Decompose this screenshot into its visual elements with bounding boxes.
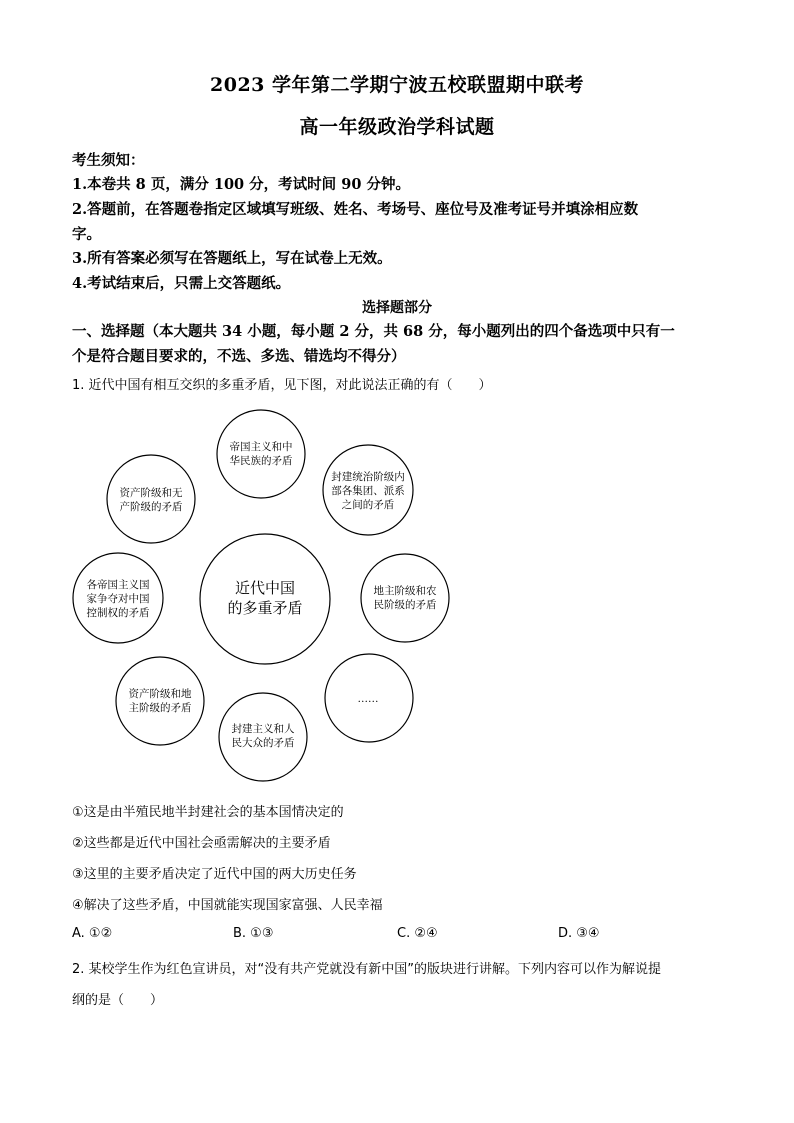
section-title: 选择题部分 [362, 300, 432, 316]
node-label: 华民族的矛盾 [229, 455, 293, 467]
node-label: 资产阶级和无 [119, 487, 183, 499]
center-label: 近代中国 [234, 579, 296, 597]
question1-stem: 1. 近代中国有相互交织的多重矛盾，见下图，对此说法正确的有（ ） [72, 378, 492, 393]
statement: ②这些都是近代中国社会亟需解决的主要矛盾 [72, 836, 331, 851]
node-label: 帝国主义和中 [229, 441, 293, 453]
question2-stem: 纲的是（ ） [72, 993, 164, 1008]
section-instruction: 一、选择题（本大题共 34 小题，每小题 2 分，共 68 分，每小题列出的四个备选项中只有一 [72, 323, 675, 340]
option-c: C. ②④ [397, 926, 438, 941]
node-label: 家争夺对中国 [86, 593, 150, 605]
notice-heading: 考生须知： [72, 152, 145, 169]
node-circle [107, 455, 195, 543]
node-circle [361, 554, 449, 642]
node-label: 民阶级的矛盾 [373, 599, 437, 611]
notice-item: 1.本卷共 8 页，满分 100 分，考试时间 90 分钟。 [72, 176, 410, 193]
node-circle [116, 657, 204, 745]
node-label: 资产阶级和地 [128, 688, 192, 700]
node-label: 产阶级的矛盾 [119, 501, 183, 513]
node-label: 封建主义和人 [231, 723, 295, 735]
contradictions-diagram [60, 400, 480, 790]
node-label: 封建统治阶级内 [331, 471, 405, 483]
notice-item: 2.答题前，在答题卷指定区域填写班级、姓名、考场号、座位号及准考证号并填涂相应数 [72, 201, 639, 218]
section-instruction: 个是符合题目要求的，不选、多选、错选均不得分） [72, 348, 406, 365]
node-label: 之间的矛盾 [341, 499, 395, 511]
notice-item: 4.考试结束后，只需上交答题纸。 [72, 275, 291, 292]
node-label: 地主阶级和农 [373, 585, 437, 597]
center-label: 的多重矛盾 [227, 599, 303, 617]
notice-item: 字。 [72, 226, 101, 243]
node-label: …… [357, 693, 379, 705]
node-label: 民大众的矛盾 [231, 737, 295, 749]
option-a: A. ①② [72, 926, 113, 941]
exam-subtitle: 高一年级政治学科试题 [299, 116, 495, 138]
node-circle [217, 410, 305, 498]
option-d: D. ③④ [558, 926, 600, 941]
node-label: 控制权的矛盾 [86, 607, 150, 619]
node-label: 各帝国主义国 [86, 579, 150, 591]
notice-item: 3.所有答案必须写在答题纸上，写在试卷上无效。 [72, 250, 392, 267]
option-b: B. ①③ [233, 926, 274, 941]
node-label: 主阶级的矛盾 [128, 702, 192, 714]
exam-title: 2023 学年第二学期宁波五校联盟期中联考 [210, 74, 584, 96]
statement: ④解决了这些矛盾，中国就能实现国家富强、人民幸福 [72, 898, 383, 913]
question2-stem: 2. 某校学生作为红色宣讲员，对“没有共产党就没有新中国”的版块进行讲解。下列内容可以作为解说提 [72, 962, 662, 977]
statement: ①这是由半殖民地半封建社会的基本国情决定的 [72, 805, 344, 820]
statement: ③这里的主要矛盾决定了近代中国的两大历史任务 [72, 867, 357, 882]
node-label: 部各集团、派系 [331, 485, 405, 497]
